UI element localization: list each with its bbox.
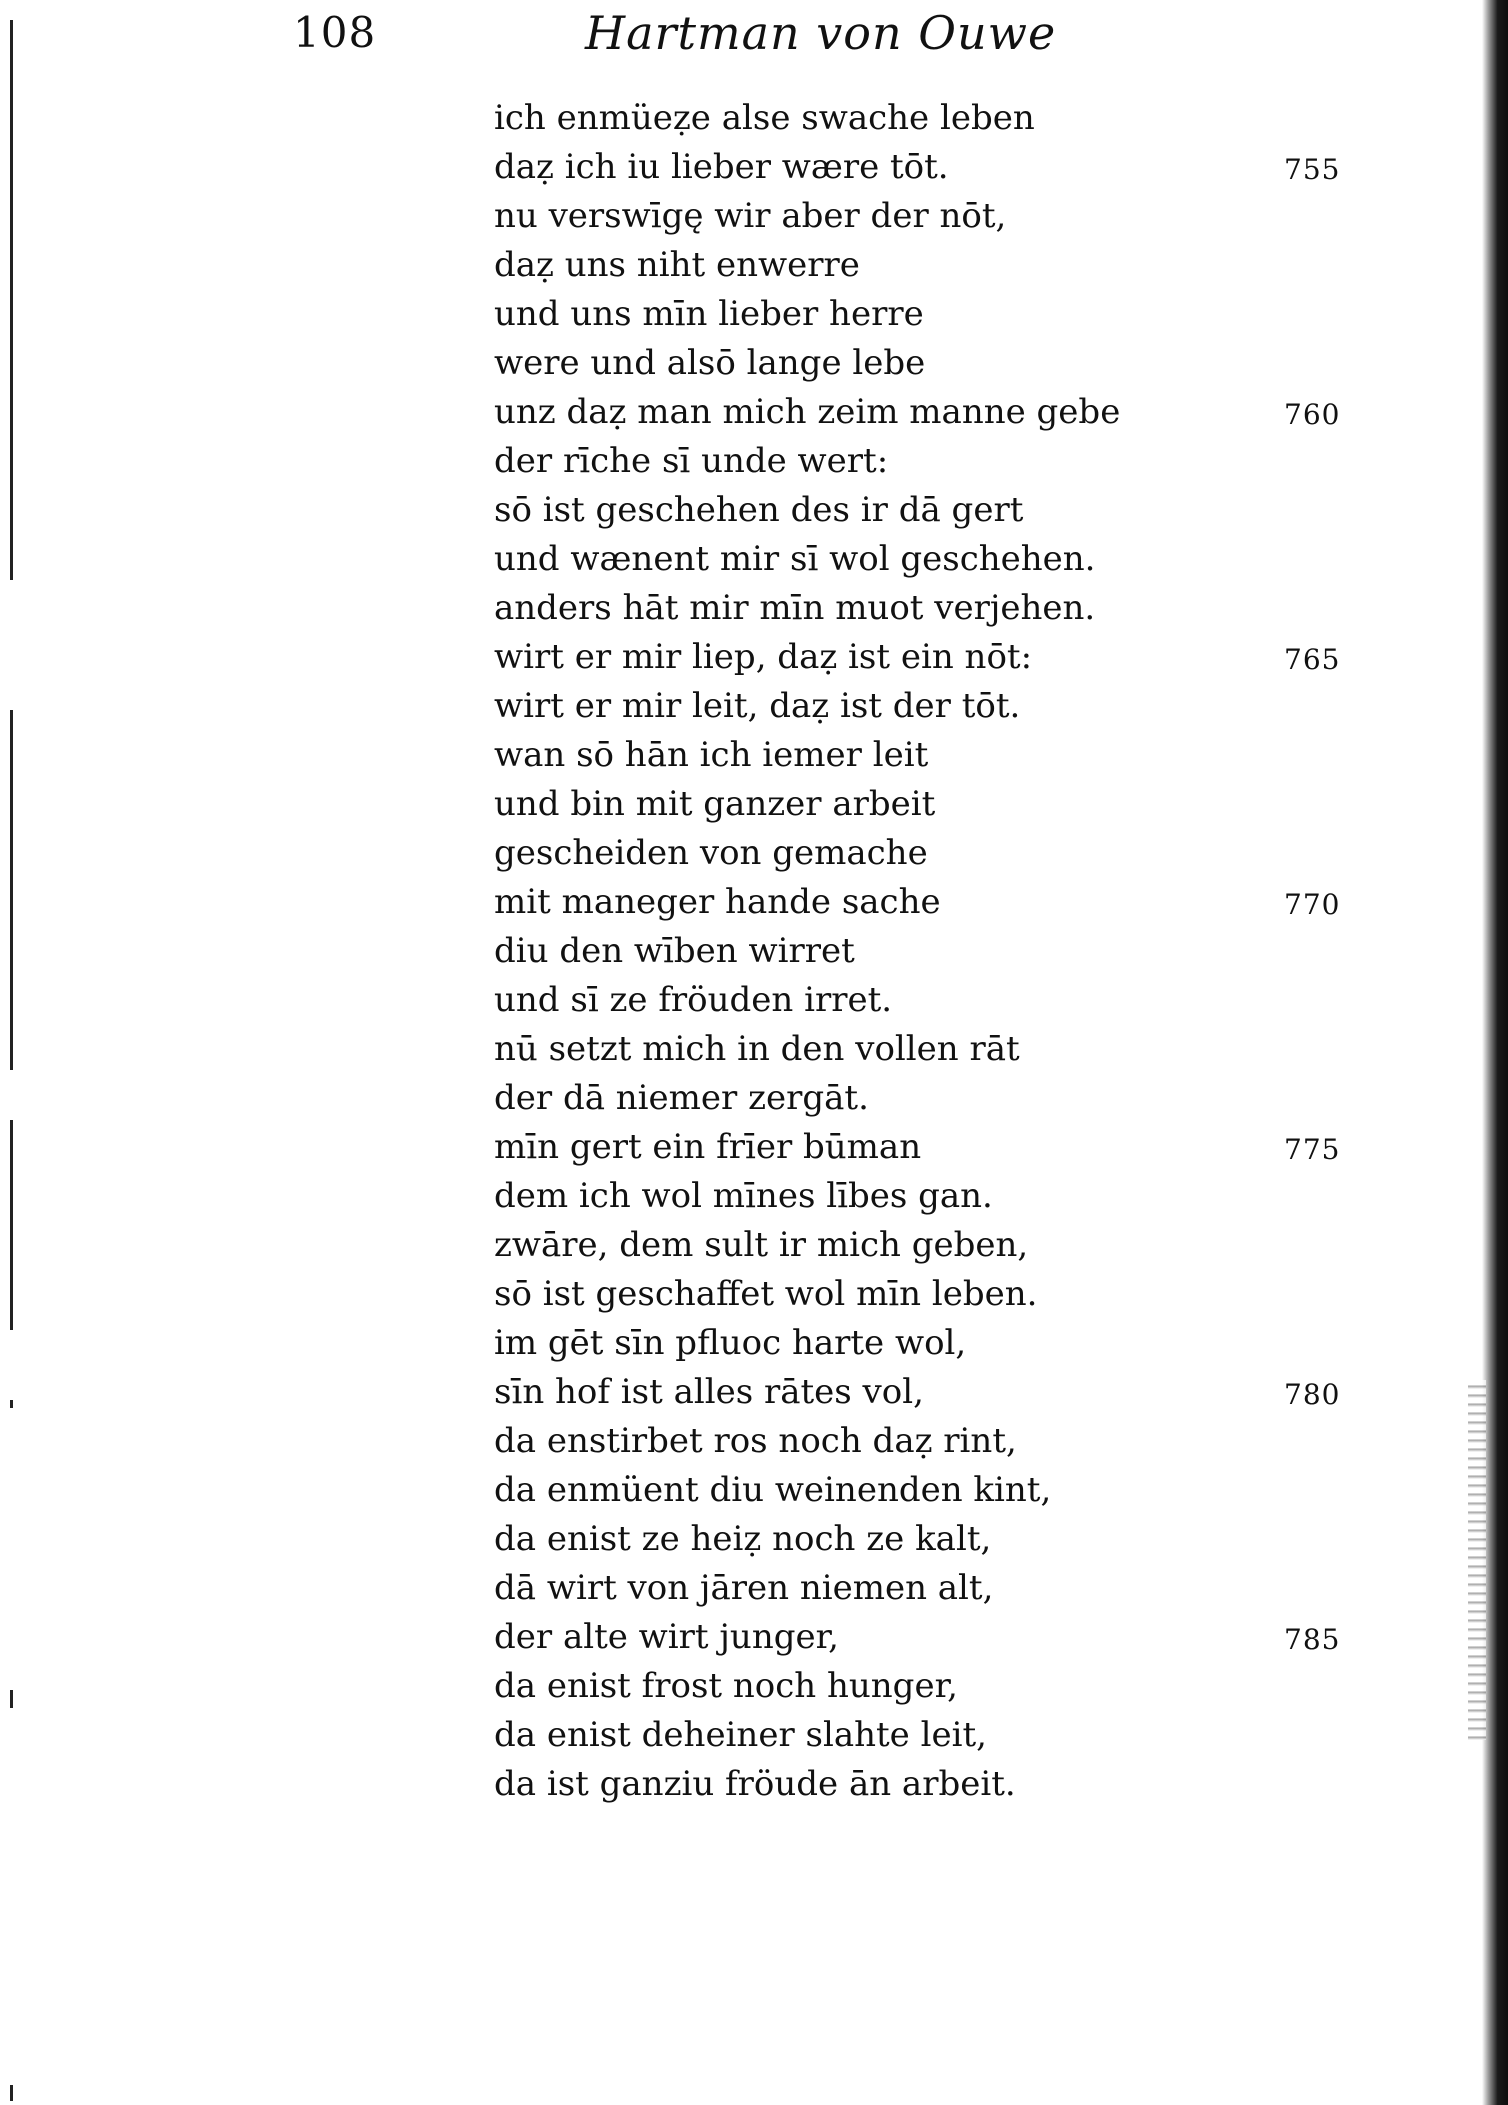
verse-line [494,94,1394,143]
verse-line [494,927,1394,976]
verse-text: der alte wirt junger, [494,1617,839,1657]
verse-text: und wænent mir sī wol geschehen. [494,539,1096,579]
verse-text: wan sō hān ich iemer leit [494,735,929,775]
verse-text: da ist ganziu fröude ān arbeit. [494,1764,1016,1804]
scan-edge-mark [10,1400,13,1408]
verse-text: daẓ ich iu lieber wære tōt. [494,147,949,187]
verse-line [494,1515,1394,1564]
verse-line [494,1319,1394,1368]
verse-line [494,878,1394,927]
verse-text: mīn gert ein frīer būman [494,1127,922,1167]
verse-text: wirt er mir liep, daẓ ist ein nōt: [494,637,1033,677]
scan-edge-mark [10,710,13,1070]
scan-edge-mark [10,1690,13,1708]
verse-text: daẓ uns niht enwerre [494,245,860,285]
page-number: 108 [293,8,377,57]
running-title: Hartman von Ouwe [585,6,1057,60]
verse-text: da enstirbet ros noch daẓ rint, [494,1421,1017,1461]
verse-text: anders hāt mir mīn muot verjehen. [494,588,1096,628]
verse-text: were und alsō lange lebe [494,343,926,383]
verse-line [494,388,1394,437]
verse-text: sō ist geschaffet wol mīn leben. [494,1274,1038,1314]
verse-text: sō ist geschehen des ir dā gert [494,490,1024,530]
verse-line [494,584,1394,633]
verse-text: der dā niemer zergāt. [494,1078,869,1118]
verse-line [494,437,1394,486]
scan-edge-mark [10,2085,13,2101]
verse-text: nū setzt mich in den vollen rāt [494,1029,1020,1069]
verse-text: der rīche sī unde wert: [494,441,889,481]
verse-line [494,633,1394,682]
verse-line [494,290,1394,339]
line-number: 760 [1284,398,1341,431]
verse-line [494,1564,1394,1613]
verse-text: sīn hof ist alles rātes vol, [494,1372,924,1412]
scan-edge-mark [10,20,13,580]
verse-line [494,535,1394,584]
verse-block [494,94,1394,1809]
verse-line [494,339,1394,388]
verse-text: zwāre, dem sult ir mich geben, [494,1225,1029,1265]
verse-text: gescheiden von gemache [494,833,928,873]
verse-line [494,1074,1394,1123]
line-number: 780 [1284,1378,1341,1411]
verse-line [494,1662,1394,1711]
verse-line [494,1221,1394,1270]
verse-text: da enist ze heiẓ noch ze kalt, [494,1519,992,1559]
verse-line [494,143,1394,192]
line-number: 770 [1284,888,1341,921]
binding-edge [1482,0,1508,2105]
verse-line [494,829,1394,878]
verse-line [494,1466,1394,1515]
verse-line [494,682,1394,731]
verse-line [494,1711,1394,1760]
line-number: 785 [1284,1623,1341,1656]
verse-line [494,486,1394,535]
verse-text: und uns mīn lieber herre [494,294,924,334]
verse-line [494,192,1394,241]
line-number: 765 [1284,643,1341,676]
verse-text: wirt er mir leit, daẓ ist der tōt. [494,686,1021,726]
line-number: 755 [1284,153,1341,186]
verse-text: da enist deheiner slahte leit, [494,1715,987,1755]
verse-line [494,780,1394,829]
verse-line [494,731,1394,780]
verse-text: da enist frost noch hunger, [494,1666,958,1706]
scan-edge-mark [10,1120,13,1330]
verse-text: ich enmüeẓe alse swache leben [494,98,1035,138]
verse-text: unz daẓ man mich zeim manne gebe [494,392,1121,432]
verse-line [494,1025,1394,1074]
verse-text: dā wirt von jāren niemen alt, [494,1568,994,1608]
verse-line [494,1270,1394,1319]
verse-text: dem ich wol mīnes lībes gan. [494,1176,993,1216]
verse-text: mit maneger hande sache [494,882,941,922]
verse-line [494,1123,1394,1172]
verse-text: im gēt sīn pfluoc harte wol, [494,1323,967,1363]
verse-line [494,1368,1394,1417]
binding-edge-speckle [1468,1380,1486,1740]
verse-line [494,1417,1394,1466]
verse-text: und bin mit ganzer arbeit [494,784,936,824]
verse-text: und sī ze fröuden irret. [494,980,893,1020]
verse-line [494,1172,1394,1221]
verse-line [494,1760,1394,1809]
verse-text: da enmüent diu weinenden kint, [494,1470,1052,1510]
verse-text: diu den wīben wirret [494,931,855,971]
verse-line [494,241,1394,290]
verse-text: nu verswīgę wir aber der nōt, [494,196,1007,236]
verse-line [494,976,1394,1025]
line-number: 775 [1284,1133,1341,1166]
verse-line [494,1613,1394,1662]
